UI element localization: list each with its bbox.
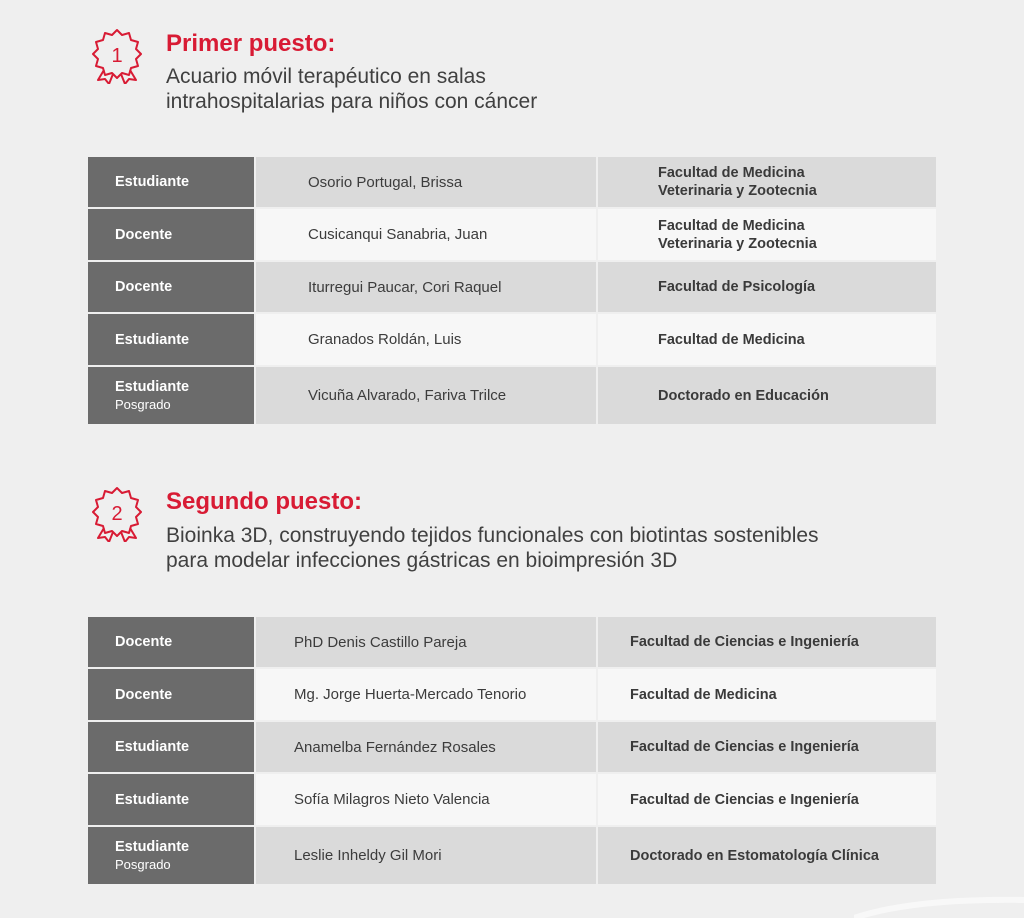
award-number: 1 [111,45,123,67]
name-cell: Iturregui Paucar, Cori Raquel [256,262,596,312]
name-cell: PhD Denis Castillo Pareja [256,617,596,667]
table-row [88,209,936,260]
participants-table [88,157,936,426]
role-cell [88,367,254,424]
description-line: Bioinka 3D, construyendo tejidos funcionales con biotintas sostenibles [166,524,819,547]
faculty-line: Facultad de Medicina [658,217,805,234]
award-ribbon-icon [90,486,144,542]
name-cell: Osorio Portugal, Brissa [256,157,596,207]
name-cell: Mg. Jorge Huerta-Mercado Tenorio [256,669,596,720]
award-description [166,523,819,573]
faculty-cell: Facultad de Ciencias e Ingeniería [598,722,936,772]
faculty-cell [598,209,936,260]
table-row [88,314,936,365]
role-label: Estudiante [115,379,190,395]
decorative-arc [854,896,1024,918]
award-ribbon-icon [90,28,144,84]
role-cell [88,827,254,884]
faculty-cell: Doctorado en Estomatología Clínica [598,827,936,884]
name-cell: Cusicanqui Sanabria, Juan [256,209,596,260]
role-cell [88,722,254,772]
faculty-line: Veterinaria y Zootecnia [658,235,817,252]
faculty-cell: Doctorado en Educación [598,367,936,424]
faculty-cell: Facultad de Ciencias e Ingeniería [598,774,936,825]
role-label: Docente [115,279,173,295]
participants-table [88,617,936,886]
name-cell: Granados Roldán, Luis [256,314,596,365]
table-row [88,262,936,312]
table-row [88,669,936,720]
name-cell: Anamelba Fernández Rosales [256,722,596,772]
role-cell [88,157,254,207]
role-label: Estudiante [115,839,190,855]
award-title: Primer puesto: [166,30,336,57]
faculty-cell [598,157,936,207]
description-line: para modelar infecciones gástricas en bioimpresión 3D [166,549,678,572]
role-label: Estudiante [115,739,190,755]
table-row [88,827,936,884]
award-title: Segundo puesto: [166,488,362,515]
role-cell [88,669,254,720]
name-cell: Leslie Inheldy Gil Mori [256,827,596,884]
name-cell: Vicuña Alvarado, Fariva Trilce [256,367,596,424]
table-row [88,774,936,825]
faculty-cell: Facultad de Ciencias e Ingeniería [598,617,936,667]
award-number: 2 [111,503,123,525]
faculty-cell: Facultad de Medicina [598,669,936,720]
award-description [166,64,537,114]
role-label: Docente [115,634,173,650]
description-line: intrahospitalarias para niños con cáncer [166,90,538,113]
role-sublabel: Posgrado [115,397,171,412]
role-sublabel: Posgrado [115,857,171,872]
role-cell [88,774,254,825]
faculty-cell: Facultad de Psicología [598,262,936,312]
table-row [88,722,936,772]
faculty-line: Veterinaria y Zootecnia [658,183,817,199]
table-row [88,157,936,207]
role-cell [88,617,254,667]
role-cell [88,209,254,260]
name-cell: Sofía Milagros Nieto Valencia [256,774,596,825]
faculty-line: Facultad de Medicina [658,165,805,181]
role-label: Docente [115,226,173,243]
role-cell [88,262,254,312]
description-line: Acuario móvil terapéutico en salas [166,65,486,88]
role-label: Estudiante [115,174,190,190]
role-cell [88,314,254,365]
role-label: Estudiante [115,331,190,348]
role-label: Docente [115,686,173,703]
role-label: Estudiante [115,791,190,808]
table-row [88,367,936,424]
table-row [88,617,936,667]
faculty-cell: Facultad de Medicina [598,314,936,365]
